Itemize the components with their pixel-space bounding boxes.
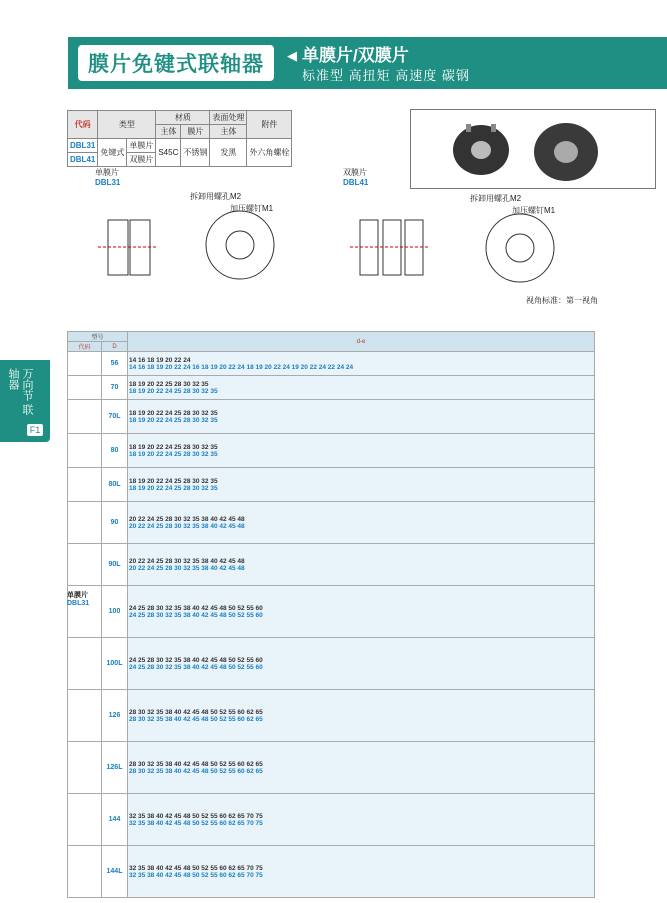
model-d-cell: 126L <box>102 742 128 794</box>
d-values: 18 19 20 22 24 25 28 30 32 35 <box>129 477 218 485</box>
e-values: 20 22 24 25 28 30 32 35 38 40 42 45 48 <box>129 522 245 530</box>
model-d-cell: 126 <box>102 690 128 742</box>
spec-keyless: 免键式 <box>98 139 127 167</box>
spec-surface-header: 表面处理 <box>210 111 247 125</box>
page-number: F1 <box>27 424 43 436</box>
table-row <box>68 502 595 544</box>
side-tab[interactable] <box>0 360 50 442</box>
table-row <box>68 690 595 742</box>
de-cell <box>128 742 595 794</box>
double-front-view <box>480 208 560 288</box>
table-row <box>68 468 595 502</box>
spec-main-body: 主体 <box>156 125 181 139</box>
spec-dbl41: DBL41 <box>68 153 98 167</box>
screw-label-1: 加压螺钉M1 <box>230 204 274 213</box>
d-values: 18 19 20 22 24 25 28 30 32 35 <box>129 443 218 451</box>
d-values: 28 30 32 35 38 40 42 45 48 50 52 55 60 62 65 <box>129 760 263 768</box>
e-values: 18 19 20 22 24 25 28 30 32 35 <box>129 416 218 424</box>
spec-accessory-header: 附件 <box>247 111 292 139</box>
de-header: d-e <box>128 332 595 352</box>
e-values: 18 19 20 22 24 25 28 30 32 35 <box>129 387 218 395</box>
e-values: 24 25 28 30 32 35 38 40 42 45 48 50 52 55 60 <box>129 663 263 671</box>
de-cell <box>128 400 595 434</box>
model-header: 型号 <box>68 332 128 342</box>
de-cell <box>128 846 595 898</box>
de-cell <box>128 638 595 690</box>
de-cell <box>128 586 595 638</box>
spec-diaphragm: 膜片 <box>181 125 210 139</box>
model-d-cell: 144 <box>102 794 128 846</box>
d-values: 28 30 32 35 38 40 42 45 48 50 52 55 60 62 65 <box>129 708 263 716</box>
spec-table <box>67 110 292 167</box>
d-values: 20 22 24 25 28 30 32 35 38 40 42 45 48 <box>129 515 245 523</box>
model-d-cell: 56 <box>102 352 128 376</box>
e-values: 14 16 18 19 20 22 24 16 18 19 20 22 24 18 19 20 22 24 19 20 22 24 22 24 24 <box>129 363 354 371</box>
model-d-cell: 70 <box>102 376 128 400</box>
d-values: 18 19 20 22 25 28 30 32 35 <box>129 380 209 388</box>
model-d-cell: 80L <box>102 468 128 502</box>
e-values: 32 35 38 40 42 45 48 50 52 55 60 62 65 70 75 <box>129 819 263 827</box>
code-cell <box>68 794 102 846</box>
feature-list: 标准型 高扭矩 高速度 碳钢 <box>302 68 470 83</box>
e-values: 32 35 38 40 42 45 48 50 52 55 60 62 65 70 75 <box>129 871 263 879</box>
spec-type-header: 类型 <box>98 111 156 139</box>
side-tab-label: 万向节 联轴器 <box>7 368 33 416</box>
code-cell <box>68 846 102 898</box>
code-cell <box>68 434 102 468</box>
table-row <box>68 376 595 400</box>
spec-surface-main: 主体 <box>210 125 247 139</box>
spec-code-header: 代码 <box>68 111 98 139</box>
single-label: 单膜片 DBL31 <box>95 168 121 187</box>
hole-label-1: 拆卸用螺孔M2 <box>190 192 242 201</box>
e-values: 18 19 20 22 24 25 28 30 32 35 <box>129 450 218 458</box>
code-cell <box>68 352 102 376</box>
hole-label-2: 拆卸用螺孔M2 <box>470 194 522 203</box>
model-d-cell: 100 <box>102 586 128 638</box>
single-front-view <box>200 205 280 285</box>
double-side-view <box>345 200 445 310</box>
code-cell <box>68 742 102 794</box>
d-values: 32 35 38 40 42 45 48 50 52 55 60 62 65 70 75 <box>129 864 263 872</box>
dimension-table <box>67 331 595 898</box>
code-cell <box>68 544 102 586</box>
group-label: 单膜片 DBL31 <box>67 592 90 607</box>
d-values: 24 25 28 30 32 35 38 40 42 45 48 50 52 55 60 <box>129 604 263 612</box>
d-values: 32 35 38 40 42 45 48 50 52 55 60 62 65 70 75 <box>129 812 263 820</box>
code-cell <box>68 400 102 434</box>
table-row <box>68 544 595 586</box>
de-cell <box>128 794 595 846</box>
spec-material-header: 材质 <box>156 111 210 125</box>
double-label: 双膜片 DBL41 <box>343 168 369 187</box>
model-d-cell: 70L <box>102 400 128 434</box>
table-row <box>68 586 595 638</box>
spec-dbl31: DBL31 <box>68 139 98 153</box>
e-values: 24 25 28 30 32 35 38 40 42 45 48 50 52 55 60 <box>129 611 263 619</box>
e-values: 28 30 32 35 38 40 42 45 48 50 52 55 60 62 65 <box>129 715 263 723</box>
table-row <box>68 638 595 690</box>
de-cell <box>128 434 595 468</box>
spec-s45c: S45C <box>156 139 181 167</box>
table-row <box>68 352 595 376</box>
spec-screw: 外六角螺栓 <box>247 139 292 167</box>
screw-label-2: 加压螺钉M1 <box>512 206 556 215</box>
spec-single: 单膜片 <box>127 139 156 153</box>
table-row <box>68 742 595 794</box>
arrow-icon: ◀ <box>287 48 297 63</box>
model-d-cell: 90 <box>102 502 128 544</box>
code-cell <box>68 502 102 544</box>
table-row <box>68 846 595 898</box>
de-cell <box>128 502 595 544</box>
model-d-cell: 80 <box>102 434 128 468</box>
table-row <box>68 794 595 846</box>
de-cell <box>128 376 595 400</box>
table-row <box>68 434 595 468</box>
model-d-cell: 90L <box>102 544 128 586</box>
de-cell <box>128 544 595 586</box>
code-cell <box>68 376 102 400</box>
view-standard: 视角标准：第一视角 <box>526 296 598 305</box>
de-cell <box>128 690 595 742</box>
spec-blackened: 发黑 <box>210 139 247 167</box>
model-d-cell: 144L <box>102 846 128 898</box>
d-values: 20 22 24 25 28 30 32 35 38 40 42 45 48 <box>129 557 245 565</box>
de-cell <box>128 468 595 502</box>
spec-double: 双膜片 <box>127 153 156 167</box>
table-row <box>68 400 595 434</box>
page-title: 膜片免键式联轴器 <box>78 45 274 81</box>
e-values: 28 30 32 35 38 40 42 45 48 50 52 55 60 62 65 <box>129 767 263 775</box>
code-header: 代码 <box>68 342 102 352</box>
page-subtitle: 单膜片/双膜片 <box>302 46 409 65</box>
code-cell <box>68 690 102 742</box>
single-side-view <box>88 200 188 310</box>
de-cell <box>128 352 595 376</box>
code-cell <box>68 468 102 502</box>
model-d-cell: 100L <box>102 638 128 690</box>
d-header: D <box>102 342 128 352</box>
d-values: 24 25 28 30 32 35 38 40 42 45 48 50 52 55 60 <box>129 656 263 664</box>
d-values: 18 19 20 22 24 25 28 30 32 35 <box>129 409 218 417</box>
product-photo <box>410 109 656 189</box>
code-cell <box>68 638 102 690</box>
spec-stainless: 不锈钢 <box>181 139 210 167</box>
e-values: 20 22 24 25 28 30 32 35 38 40 42 45 48 <box>129 564 245 572</box>
d-values: 14 16 18 19 20 22 24 <box>129 356 191 364</box>
e-values: 18 19 20 22 24 25 28 30 32 35 <box>129 484 218 492</box>
